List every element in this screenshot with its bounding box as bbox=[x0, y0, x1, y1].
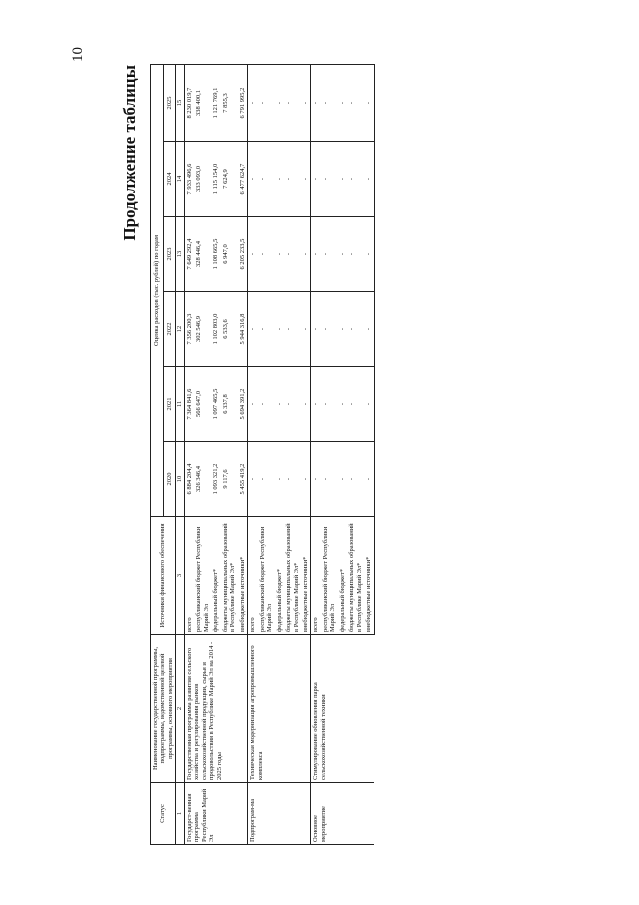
amount-cell: - bbox=[258, 442, 275, 517]
column-number: 15 bbox=[176, 65, 184, 142]
funding-source-cell: республиканский бюджет Республики Марий Эл bbox=[321, 517, 338, 635]
funding-source-cell: бюджеты муниципальных образований в Республике Марий Эл* bbox=[284, 517, 301, 635]
continuation-title: Продолжение таблицы bbox=[120, 65, 139, 241]
header-year: 2022 bbox=[163, 292, 176, 367]
amount-cell: - bbox=[301, 367, 311, 442]
amount-cell: 7 855,3 bbox=[221, 65, 238, 142]
table-body bbox=[184, 65, 374, 845]
status-cell: Государст-венная программа Республики Марий Эл bbox=[184, 783, 247, 845]
funding-source-cell: внебюджетные источники* bbox=[238, 517, 248, 635]
funding-source-cell: республиканский бюджет Республики Марий Эл bbox=[194, 517, 211, 635]
amount-cell: - bbox=[364, 367, 374, 442]
amount-cell: 5 455 419,2 bbox=[238, 442, 248, 517]
amount-cell: - bbox=[284, 442, 301, 517]
header-status: Статус bbox=[151, 783, 176, 845]
amount-cell: - bbox=[364, 217, 374, 292]
column-number: 2 bbox=[176, 635, 184, 783]
amount-cell: - bbox=[321, 217, 338, 292]
amount-cell: - bbox=[311, 367, 321, 442]
header-row-1 bbox=[151, 65, 164, 845]
amount-cell: 6 791 995,2 bbox=[238, 65, 248, 142]
header-year: 2021 bbox=[163, 367, 176, 442]
amount-cell: - bbox=[347, 442, 364, 517]
amount-cell: - bbox=[248, 217, 258, 292]
amount-cell: - bbox=[284, 142, 301, 217]
amount-cell: - bbox=[364, 142, 374, 217]
amount-cell: 1 097 465,5 bbox=[211, 367, 220, 442]
amount-cell: - bbox=[258, 65, 275, 142]
amount-cell: - bbox=[301, 442, 311, 517]
amount-cell: - bbox=[258, 142, 275, 217]
amount-cell: - bbox=[248, 367, 258, 442]
funding-source-cell: бюджеты муниципальных образований в Республике Марий Эл* bbox=[221, 517, 238, 635]
column-number: 1 bbox=[176, 783, 184, 845]
amount-cell: - bbox=[338, 442, 347, 517]
amount-cell: - bbox=[338, 142, 347, 217]
header-source: Источники финансового обеспечения bbox=[151, 517, 176, 635]
amount-cell: 333 093,0 bbox=[194, 142, 211, 217]
program-name-cell: Государственная программа развития сельского хозяйства и регулирования рынков сельскохозяйственной продукции, сырья и продовольствия в Республике Марий Эл на 2014 - 2025 годы bbox=[184, 635, 247, 783]
amount-cell: - bbox=[347, 217, 364, 292]
amount-cell: 6 947,0 bbox=[221, 217, 238, 292]
amount-cell: - bbox=[284, 367, 301, 442]
amount-cell: 566 647,0 bbox=[194, 367, 211, 442]
amount-cell: - bbox=[275, 65, 284, 142]
amount-cell: - bbox=[364, 292, 374, 367]
amount-cell: 328 446,4 bbox=[194, 217, 211, 292]
amount-cell: - bbox=[338, 217, 347, 292]
amount-cell: - bbox=[321, 292, 338, 367]
amount-cell: - bbox=[338, 367, 347, 442]
amount-cell: - bbox=[321, 142, 338, 217]
amount-cell: 7 624,9 bbox=[221, 142, 238, 217]
program-name-cell: Стимулирование обновления парка сельскохозяйственной техники bbox=[311, 635, 374, 783]
amount-cell: - bbox=[275, 217, 284, 292]
amount-cell: 1 108 665,5 bbox=[211, 217, 220, 292]
amount-cell: - bbox=[258, 217, 275, 292]
amount-cell: 7 933 496,6 bbox=[184, 142, 194, 217]
amount-cell: - bbox=[338, 292, 347, 367]
funding-source-cell: бюджеты муниципальных образований в Республике Марий Эл* bbox=[347, 517, 364, 635]
amount-cell: - bbox=[301, 217, 311, 292]
amount-cell: - bbox=[258, 292, 275, 367]
column-number: 3 bbox=[176, 517, 184, 635]
amount-cell: 338 400,1 bbox=[194, 65, 211, 142]
amount-cell: - bbox=[338, 65, 347, 142]
header-year: 2025 bbox=[163, 65, 176, 142]
header-year: 2020 bbox=[163, 442, 176, 517]
amount-cell: - bbox=[311, 217, 321, 292]
amount-cell: - bbox=[248, 65, 258, 142]
amount-cell: 7 649 292,4 bbox=[184, 217, 194, 292]
amount-cell: - bbox=[284, 292, 301, 367]
program-name-cell: Техническая модернизация агропромышленного комплекса bbox=[248, 635, 311, 783]
amount-cell: 7 356 200,3 bbox=[184, 292, 194, 367]
amount-cell: - bbox=[248, 442, 258, 517]
amount-cell: - bbox=[301, 292, 311, 367]
funding-source-cell: республиканский бюджет Республики Марий Эл bbox=[258, 517, 275, 635]
funding-source-cell: всего bbox=[311, 517, 321, 635]
amount-cell: - bbox=[321, 442, 338, 517]
amount-cell: - bbox=[311, 65, 321, 142]
amount-cell: - bbox=[311, 292, 321, 367]
column-number: 10 bbox=[176, 442, 184, 517]
amount-cell: 6 337,8 bbox=[221, 367, 238, 442]
rotated-page-content bbox=[120, 65, 639, 845]
amount-cell: - bbox=[284, 217, 301, 292]
header-year: 2024 bbox=[163, 142, 176, 217]
amount-cell: - bbox=[275, 142, 284, 217]
amount-cell: 6 533,6 bbox=[221, 292, 238, 367]
column-number: 12 bbox=[176, 292, 184, 367]
amount-cell: - bbox=[248, 142, 258, 217]
amount-cell: 1 093 321,2 bbox=[211, 442, 220, 517]
header-year: 2023 bbox=[163, 217, 176, 292]
header-estimate: Оценка расходов (тыс. рублей) по годам bbox=[151, 65, 164, 517]
table-row bbox=[184, 65, 194, 845]
amount-cell: - bbox=[275, 442, 284, 517]
funding-source-cell: всего bbox=[184, 517, 194, 635]
column-number: 13 bbox=[176, 217, 184, 292]
amount-cell: - bbox=[321, 367, 338, 442]
status-cell: Основное мероприятие bbox=[311, 783, 374, 845]
funding-source-cell: федеральный бюджет* bbox=[275, 517, 284, 635]
amount-cell: - bbox=[275, 292, 284, 367]
amount-cell: - bbox=[301, 65, 311, 142]
page-number: 10 bbox=[70, 47, 86, 62]
funding-source-cell: всего bbox=[248, 517, 258, 635]
amount-cell: - bbox=[347, 65, 364, 142]
amount-cell: 302 546,9 bbox=[194, 292, 211, 367]
amount-cell: 6 477 624,7 bbox=[238, 142, 248, 217]
status-cell: Подпрограм-ма bbox=[248, 783, 311, 845]
column-number: 14 bbox=[176, 142, 184, 217]
column-number-row bbox=[176, 65, 184, 845]
funding-source-cell: федеральный бюджет* bbox=[338, 517, 347, 635]
table-container bbox=[150, 65, 375, 845]
funding-source-cell: федеральный бюджет* bbox=[211, 517, 220, 635]
amount-cell: - bbox=[275, 367, 284, 442]
amount-cell: 5 944 316,8 bbox=[238, 292, 248, 367]
amount-cell: 9 117,6 bbox=[221, 442, 238, 517]
amount-cell: 1 115 154,0 bbox=[211, 142, 220, 217]
amount-cell: - bbox=[364, 65, 374, 142]
amount-cell: 1 102 803,0 bbox=[211, 292, 220, 367]
amount-cell: 1 121 769,1 bbox=[211, 65, 220, 142]
amount-cell: - bbox=[321, 65, 338, 142]
funding-source-cell: внебюджетные источники* bbox=[364, 517, 374, 635]
funding-source-cell: внебюджетные источники* bbox=[301, 517, 311, 635]
amount-cell: - bbox=[347, 367, 364, 442]
amount-cell: 326 346,4 bbox=[194, 442, 211, 517]
amount-cell: - bbox=[347, 292, 364, 367]
column-number: 11 bbox=[176, 367, 184, 442]
table-row bbox=[311, 65, 321, 845]
amount-cell: - bbox=[311, 142, 321, 217]
amount-cell: 7 364 841,6 bbox=[184, 367, 194, 442]
amount-cell: 6 205 233,5 bbox=[238, 217, 248, 292]
budget-table bbox=[150, 64, 375, 845]
amount-cell: 8 230 019,7 bbox=[184, 65, 194, 142]
amount-cell: - bbox=[347, 142, 364, 217]
amount-cell: 6 884 204,4 bbox=[184, 442, 194, 517]
header-name: Наименование государственной программы, подпрограммы, ведомственной целевой программы, основного мероприятия bbox=[151, 635, 176, 783]
amount-cell: - bbox=[258, 367, 275, 442]
amount-cell: - bbox=[248, 292, 258, 367]
amount-cell: - bbox=[301, 142, 311, 217]
amount-cell: - bbox=[311, 442, 321, 517]
amount-cell: - bbox=[364, 442, 374, 517]
amount-cell: - bbox=[284, 65, 301, 142]
amount-cell: 5 694 391,2 bbox=[238, 367, 248, 442]
table-row bbox=[248, 65, 258, 845]
